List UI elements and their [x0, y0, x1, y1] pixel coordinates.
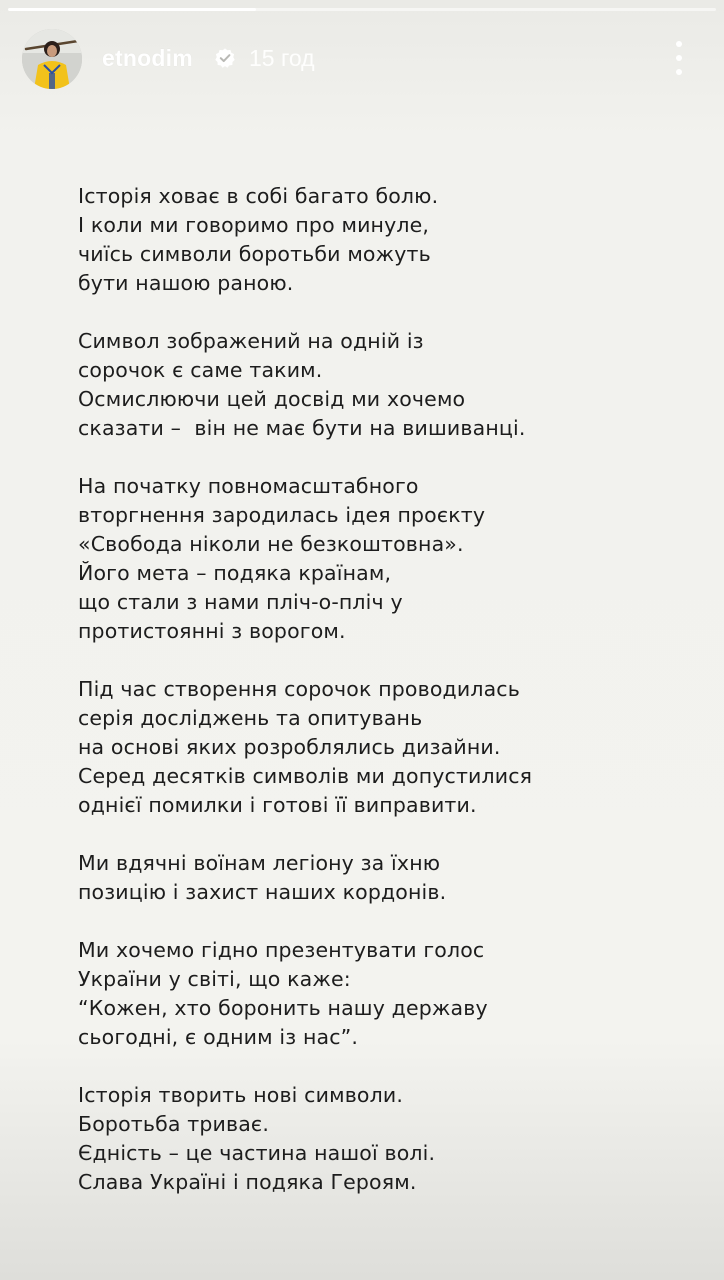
- more-vertical-icon-dot: [676, 69, 682, 75]
- story-text-line: Серед десятків символів ми допустилися: [78, 764, 533, 788]
- story-text-line: чиїсь символи боротьби можуть: [78, 242, 431, 266]
- story-paragraph: [78, 472, 678, 646]
- story-text-line: “Кожен, хто боронить нашу державу: [78, 996, 488, 1020]
- story-text-line: На початку повномасштабного: [78, 474, 419, 498]
- username[interactable]: etnodim: [102, 45, 193, 71]
- story-paragraph: [78, 1081, 678, 1197]
- more-vertical-icon-dot: [676, 55, 682, 61]
- story-text-line: на основі яких розроблялись дизайни.: [78, 735, 501, 759]
- story-text-line: однієї помилки і готові її виправити.: [78, 793, 477, 817]
- story-text-line: що стали з нами пліч-о-пліч у: [78, 590, 403, 614]
- story-header: [22, 28, 702, 90]
- story-text-line: позицію і захист наших кордонів.: [78, 880, 447, 904]
- story-progress-bar: [8, 8, 716, 11]
- story-text-line: сьогодні, є одним із нас”.: [78, 1025, 359, 1049]
- story-text-line: Ми хочемо гідно презентувати голос: [78, 938, 485, 962]
- story-text-line: Його мета – подяка країнам,: [78, 561, 392, 585]
- story-text-line: Символ зображений на одній із: [78, 329, 424, 353]
- story-text-line: Історія творить нові символи.: [78, 1083, 404, 1107]
- story-text-line: Слава Україні і подяка Героям.: [78, 1170, 417, 1194]
- story-paragraph: [78, 675, 678, 820]
- story-paragraph: [78, 849, 678, 907]
- story-text-line: «Свобода ніколи не безкоштовна».: [78, 532, 464, 556]
- story-text-line: сказати – він не має бути на вишиванці.: [78, 416, 526, 440]
- story-text-line: Ми вдячні воїнам легіону за їхню: [78, 851, 441, 875]
- story-progress-fill: [8, 8, 256, 11]
- story-text-line: Осмислюючи цей досвід ми хочемо: [78, 387, 466, 411]
- story-text-line: Історія ховає в собі багато болю.: [78, 184, 439, 208]
- more-options-button[interactable]: [664, 38, 694, 78]
- more-vertical-icon: [676, 41, 682, 47]
- story-text-line: сорочок є саме таким.: [78, 358, 323, 382]
- story-text-line: Боротьба триває.: [78, 1112, 269, 1136]
- story-text-line: Під час створення сорочок проводилась: [78, 677, 520, 701]
- story-text-line: України у світі, що каже:: [78, 967, 351, 991]
- avatar-photo-icon: [22, 29, 82, 89]
- story-paragraph: [78, 936, 678, 1052]
- story-paragraph: [78, 182, 678, 298]
- story-paragraph: [78, 327, 678, 443]
- story-text-content: [78, 182, 678, 1226]
- story-text-line: серія досліджень та опитувань: [78, 706, 423, 730]
- story-text-line: бути нашою раною.: [78, 271, 294, 295]
- story-text-line: І коли ми говоримо про минуле,: [78, 213, 430, 237]
- user-avatar[interactable]: [22, 29, 82, 89]
- story-text-line: протистоянні з ворогом.: [78, 619, 346, 643]
- post-timestamp: 15 год: [249, 45, 315, 71]
- story-text-line: вторгнення зародилась ідея проєкту: [78, 503, 486, 527]
- verified-badge-icon: [214, 47, 236, 69]
- story-text-line: Єдність – це частина нашої волі.: [78, 1141, 436, 1165]
